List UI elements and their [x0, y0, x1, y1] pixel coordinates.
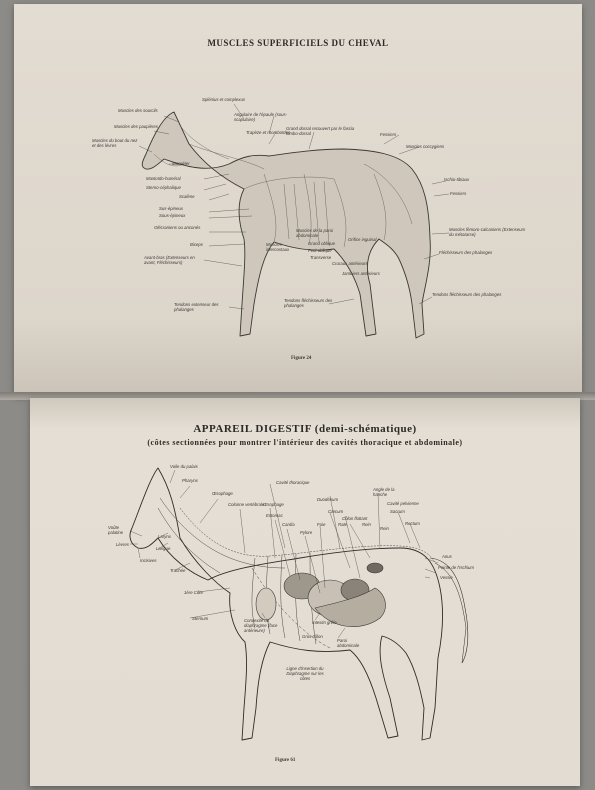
label-biceps: Biceps [190, 242, 203, 247]
label-anus: Anus [442, 554, 452, 559]
label-duodenum: Duodénum [317, 497, 339, 502]
label-tendons-flechisseurs-post: Tendons fléchisseurs des phalanges [432, 292, 502, 297]
label-trachee: Trachée [170, 568, 186, 573]
label-muscles-sourcils: Muscles des sourcils [118, 108, 158, 113]
label-muscles-coccygiens: Muscles coccygiens [406, 144, 445, 149]
horse-muscle-illustration [14, 4, 582, 396]
label-olecraniens: Olécraniens ou anconés [154, 225, 201, 230]
label-convexite-diaphragme: Convexité du diaphragme (face antérieure) [244, 618, 278, 633]
label-cruraux-anterieurs: Cruraux antérieurs [332, 261, 368, 266]
label-avant-bras: Avant-bras (Extenseurs en avant, Fléchisseurs) [144, 255, 195, 265]
label-levres: Lèvres [116, 542, 129, 547]
label-cardia: Cardia [282, 522, 295, 527]
label-gros-colon: Gros côlon [302, 634, 323, 639]
label-muscles-paupieres: Muscles des paupières [114, 124, 158, 129]
label-jambiers-anterieurs: Jambiers antérieurs [342, 271, 380, 276]
label-pharynx: Pharynx [182, 478, 198, 483]
label-rein-1: Rein [362, 522, 371, 527]
label-foie: Foie [317, 522, 326, 527]
label-tendons-flechisseurs-ant: Tendons fléchisseurs des phalanges [284, 298, 333, 308]
label-sacrum: Sacrum [390, 509, 405, 514]
label-grand-dorsal: Grand dorsal recouvert par le fascia lombo-dorsal [286, 126, 355, 136]
label-paroi-abdominale: Paroi abdominale [337, 638, 360, 648]
top-page [14, 4, 582, 396]
label-muscles-nez-levres: Muscles du bout du nez et des lèvres [92, 138, 138, 148]
label-tendons-extenseur: Tendons extenseur des phalanges [174, 302, 219, 312]
bottom-page-title: APPAREIL DIGESTIF (demi-schématique) [193, 423, 417, 435]
label-oesophage-2: Œsophage [263, 502, 284, 507]
label-paroi-abdominale: Muscles de la paroi abdominale [296, 228, 334, 238]
label-rate: Rate [338, 522, 348, 527]
label-angulaire-epaule: Angulaire de l'épaule (sous-scapulaire) [234, 112, 288, 122]
label-estomac: Estomac [266, 513, 283, 518]
label-pylore: Pylore [300, 530, 313, 535]
label-larynx: Larynx [158, 534, 171, 539]
label-oesophage-1: Œsophage [212, 491, 233, 496]
label-orifice-inguinal: Orifice inguinal [348, 237, 377, 242]
label-langue: Langue [156, 546, 171, 551]
label-sus-epineux: Sus-épineux [159, 206, 183, 211]
label-petit-oblique: Petit oblique [308, 248, 332, 253]
label-splenius: Splénius et complexus [202, 97, 245, 102]
label-muscles-intercostaux: Muscles intercostaux [266, 242, 290, 252]
label-flechisseurs-phalanges: Fléchisseurs des phalanges [439, 250, 493, 255]
label-caecum: Cæcum [328, 509, 344, 514]
label-voile-palais: Voile du palais [170, 464, 198, 469]
label-transverse: Transverse [310, 255, 332, 260]
label-fessiers-top: Fessiers [380, 132, 397, 137]
label-cavite-pelvienne: Cavité pelvienne [387, 501, 419, 506]
bottom-page-subtitle: (côtes sectionnées pour montrer l'intérieur des cavités thoracique et abdominale) [147, 438, 463, 447]
label-incisives: Incisives [140, 558, 157, 563]
label-ischio-tibiaux: Ischio-tibiaux [444, 177, 470, 182]
label-angle-hanche: Angle de la hanche [373, 487, 395, 497]
label-pointe-ischium: Pointe de l'Ischium [438, 565, 474, 570]
label-grand-oblique: Grand oblique [308, 241, 335, 246]
label-rectum: Rectum [405, 521, 420, 526]
label-ligne-insertion-diaphragme: Ligne d'insertion du Diaphragme sur les côtes [286, 666, 324, 681]
top-page-title: MUSCLES SUPERFICIELS DU CHEVAL [207, 38, 389, 48]
label-sous-epineux: Sous-épineux [159, 213, 186, 218]
bottom-figure-caption: Figure 61 [275, 758, 296, 763]
label-intestin-grele: Intestin grêle [312, 620, 337, 625]
label-femoro-calcaniens: Muscles fémoro-calcaniens (Extenseurs du métatarse) [449, 227, 526, 237]
horse-digestive-illustration [30, 398, 580, 786]
label-sternum: Sternum [192, 616, 209, 621]
label-rein-2: Rein [380, 526, 389, 531]
label-colonne-vertebrale: Colonne vertébrale [228, 502, 265, 507]
label-masseter: Masséter [172, 161, 190, 166]
label-premiere-cote: 1ère Côte [184, 590, 203, 595]
label-trapeze: Trapèze et rhomboïdes [246, 130, 291, 135]
label-colon-flottant: Côlon flottant [342, 516, 368, 521]
top-figure-caption: Figure 24 [291, 356, 312, 361]
label-fessiers-right: Fessiers [450, 191, 467, 196]
label-mastoido-humeral: Mastoïdo-huméral [146, 176, 181, 181]
label-sterno-cephalique: Sterno-céphalique [146, 185, 181, 190]
label-scalene: Scalène [179, 194, 195, 199]
label-vessie: Vessie [440, 575, 453, 580]
label-cavite-thoracique: Cavité thoracique [276, 480, 310, 485]
label-voute-palatine: Voûte palatine [108, 525, 124, 535]
bottom-page [30, 398, 580, 786]
